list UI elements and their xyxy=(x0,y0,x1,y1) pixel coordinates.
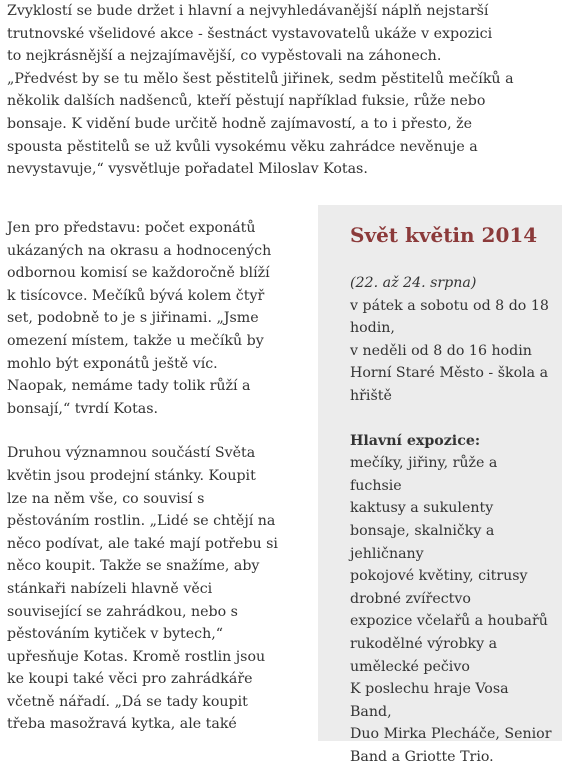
article-line: set, podobně to je s jiřinami. „Jsme xyxy=(7,310,259,327)
article-line: ukázaných na okrasu a hodnocených xyxy=(7,242,272,259)
intro-line: několik dalších nadšenců, kteří pěstují například fuksie, růže nebo xyxy=(7,93,486,110)
event-info-line: hřiště xyxy=(350,387,392,404)
article-line: něco koupit. Takže se snažíme, aby xyxy=(7,558,260,575)
intro-line: bonsaje. K vidění bude určitě hodně zajímavostí, a to i přesto, že xyxy=(7,115,472,132)
exhibition-item: bonsaje, skalničky a xyxy=(350,522,495,539)
exhibition-item: expozice včelařů a houbařů xyxy=(350,613,548,630)
exhibition-item: fuchsie xyxy=(350,477,402,494)
exhibition-item: drobné zvířectvo xyxy=(350,590,471,607)
exhibition-item: umělecké pečivo xyxy=(350,658,470,675)
article-paragraph-2 xyxy=(7,442,289,736)
article-line: třeba masožravá kytka, ale také xyxy=(7,716,237,733)
exhibition-item: Duo Mirka Plecháče, Senior xyxy=(350,726,552,743)
intro-line: Zvyklostí se bude držet i hlavní a nejvyhledávanější náplň nejstarší xyxy=(7,3,489,19)
intro-line: „Předvést by se tu mělo šest pěstitelů jiřinek, sedm pěstitelů mečíků a xyxy=(7,70,514,87)
event-info-line: Horní Staré Město - škola a xyxy=(350,365,549,382)
event-info-line: v pátek a sobotu od 8 do 18 xyxy=(350,297,549,314)
event-info-line: v neděli od 8 do 16 hodin xyxy=(350,342,532,359)
article-line: bonsají,“ tvrdí Kotas. xyxy=(7,400,159,417)
article-line: omezení místem, takže u mečíků by xyxy=(7,332,264,349)
article-line: Naopak, nemáme tady tolik růží a xyxy=(7,378,251,395)
intro-paragraph xyxy=(7,0,555,181)
event-info-box xyxy=(318,205,562,765)
article-line: upřesňuje Kotas. Kromě rostlin jsou xyxy=(7,648,266,665)
article-line: k tisícovce. Mečíků bývá kolem čtyř xyxy=(7,287,265,304)
article-line: něco podívat, ale také mají potřebu si xyxy=(7,535,278,552)
article-line: stánkaři nabízeli hlavně věci xyxy=(7,580,213,597)
article-line: Jen pro představu: počet exponátů xyxy=(7,220,256,236)
intro-line: spousta pěstitelů se už kvůli vysokému věku zahrádce nevěnuje a xyxy=(7,138,478,155)
exhibition-item: Band a Griotte Trio. xyxy=(350,748,494,765)
exhibition-item: mečíky, jiřiny, růže a xyxy=(350,455,498,472)
article-line: ke koupi také věci pro zahrádkáře xyxy=(7,671,253,688)
exhibition-item: K poslechu hraje Vosa Band, xyxy=(350,681,509,720)
article-line: související se zahrádkou, nebo s xyxy=(7,603,238,620)
intro-line: to nejkrásnější a nejzajímavější, co vypěstovali na záhonech. xyxy=(7,48,442,65)
article-line: včetně nářadí. „Dá se tady koupit xyxy=(7,693,248,710)
article-line: květin jsou prodejní stánky. Koupit xyxy=(7,467,256,484)
intro-line: trutnovské všelidové akce - šestnáct vystavovatelů ukáže v expozici xyxy=(7,25,493,42)
intro-line: nevystavuje,“ vysvětluje pořadatel Miloslav Kotas. xyxy=(7,161,368,178)
article-line: pěstováním kytiček v bytech,“ xyxy=(7,626,223,643)
article-line: pěstováním rostlin. „Lidé se chtějí na xyxy=(7,513,276,530)
article-line: mohlo být exponátů ještě víc. xyxy=(7,355,218,372)
article-column xyxy=(7,217,289,758)
event-title: Svět květin 2014 xyxy=(350,223,538,247)
article-line: Druhou významnou součástí Světa xyxy=(7,445,256,462)
exhibition-heading: Hlavní expozice: xyxy=(350,432,481,449)
exhibition-item: jehličnany xyxy=(350,545,424,562)
article-line: odbornou komisí se každoročně blíží xyxy=(7,265,270,282)
exhibition-item: pokojové květiny, citrusy xyxy=(350,568,528,585)
intro-text xyxy=(7,0,555,181)
event-dates: (22. až 24. srpna) xyxy=(350,275,477,291)
exhibition-item: rukodělné výrobky a xyxy=(350,635,498,652)
event-info-line: hodin, xyxy=(350,320,395,337)
article-paragraph-1 xyxy=(7,217,289,420)
article-line: lze na něm vše, co souvisí s xyxy=(7,490,205,507)
exhibition-item: kaktusy a sukulenty xyxy=(350,500,494,517)
